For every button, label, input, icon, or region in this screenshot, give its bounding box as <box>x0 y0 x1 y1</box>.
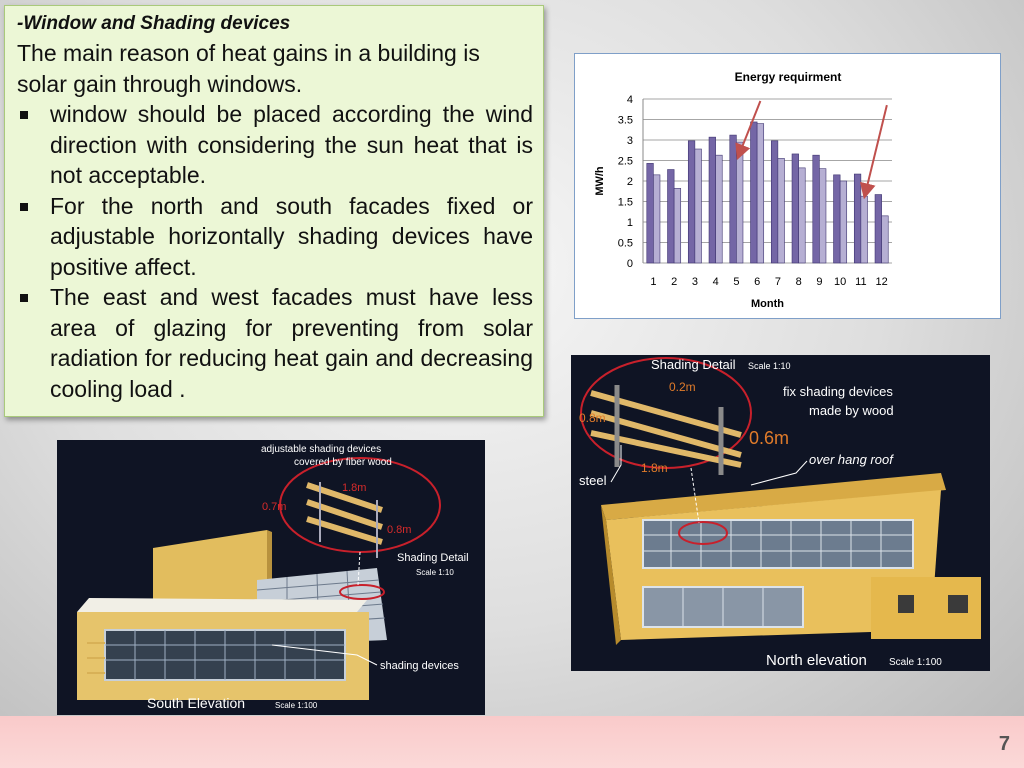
south-elevation-image <box>57 440 485 715</box>
bullet-item: window should be placed according the wind direction with considering the sun heat that is not acceptable. <box>17 99 533 191</box>
x-tick-label: 12 <box>875 276 888 288</box>
y-tick-label: 0.5 <box>617 237 633 250</box>
svg-text:North elevation: North elevation <box>766 652 867 669</box>
svg-text:over hang roof: over hang roof <box>809 452 893 467</box>
bar <box>688 141 695 263</box>
bullet-item: For the north and south facades fixed or adjustable horizontally shading devices have positive affect. <box>17 191 533 283</box>
svg-text:shading devices: shading devices <box>380 660 459 672</box>
bar <box>668 170 675 263</box>
svg-text:Scale 1:10: Scale 1:10 <box>748 361 791 371</box>
slide-heading: -Window and Shading devices <box>17 13 291 34</box>
bar <box>736 142 743 263</box>
svg-text:Scale 1:10: Scale 1:10 <box>416 568 454 577</box>
square-bullet-icon <box>20 294 28 302</box>
north-elevation-image <box>571 355 990 671</box>
svg-text:0.8m: 0.8m <box>387 524 412 536</box>
page-number: 7 <box>998 733 1010 755</box>
y-tick-label: 3 <box>626 135 633 147</box>
bullet-list <box>17 99 533 404</box>
svg-text:steel: steel <box>579 473 607 488</box>
y-tick-label: 1.5 <box>617 196 633 209</box>
svg-text:South Elevation: South Elevation <box>147 695 246 711</box>
south-elevation-drawing <box>57 440 485 715</box>
bar <box>778 158 785 263</box>
square-bullet-icon <box>20 111 28 119</box>
y-tick-label: 1 <box>626 217 633 229</box>
bar <box>792 154 799 263</box>
bar <box>882 216 889 263</box>
chart-title: Energy requirment <box>734 70 842 84</box>
bar <box>751 122 758 263</box>
x-tick-label: 2 <box>671 276 678 288</box>
chart-svg <box>575 54 1000 318</box>
bar <box>695 149 702 263</box>
energy-chart <box>574 53 1001 319</box>
bar <box>799 168 806 263</box>
y-tick-label: 2.5 <box>617 155 633 168</box>
bar <box>709 137 716 263</box>
bar <box>813 155 820 263</box>
svg-text:Shading Detail: Shading Detail <box>651 357 736 372</box>
svg-text:1.8m: 1.8m <box>641 461 668 475</box>
x-tick-label: 5 <box>733 276 740 288</box>
bar <box>854 174 861 263</box>
bar <box>653 175 660 263</box>
bar <box>840 181 847 263</box>
svg-text:covered by fiber wood: covered by fiber wood <box>294 457 392 468</box>
text-panel <box>4 5 544 417</box>
bar <box>716 155 723 263</box>
bullet-item: The east and west facades must have less area of glazing for preventing from solar radiation for reducing heat gain and decreasing cooling load . <box>17 282 533 404</box>
svg-text:0.8m: 0.8m <box>579 411 606 425</box>
x-tick-label: 3 <box>691 276 698 288</box>
x-tick-label: 11 <box>855 276 867 288</box>
svg-text:1.8m: 1.8m <box>342 482 367 494</box>
x-tick-label: 10 <box>834 276 847 288</box>
square-bullet-icon <box>20 203 28 211</box>
svg-text:Scale 1:100: Scale 1:100 <box>275 701 318 710</box>
annotation-arrow <box>865 105 887 195</box>
svg-text:0.7m: 0.7m <box>262 501 287 513</box>
svg-text:0.2m: 0.2m <box>669 380 696 394</box>
y-tick-label: 3.5 <box>617 114 633 127</box>
y-axis-label: MW/h <box>594 166 606 196</box>
x-tick-label: 7 <box>774 276 781 288</box>
bar <box>647 163 654 263</box>
bar <box>674 188 681 263</box>
x-tick-label: 8 <box>795 276 802 288</box>
x-tick-label: 6 <box>754 276 761 288</box>
y-tick-label: 0 <box>626 258 633 270</box>
x-tick-label: 9 <box>816 276 823 288</box>
x-tick-label: 4 <box>712 276 719 288</box>
x-axis-label: Month <box>751 298 784 310</box>
bar <box>834 175 841 263</box>
bar <box>819 169 826 263</box>
svg-text:0.6m: 0.6m <box>749 428 790 448</box>
y-tick-label: 2 <box>626 176 633 188</box>
y-tick-label: 4 <box>626 94 633 106</box>
svg-text:fix shading devices: fix shading devices <box>783 384 893 399</box>
svg-text:made by wood: made by wood <box>809 403 894 418</box>
bar <box>861 196 868 263</box>
bar <box>730 135 737 263</box>
svg-text:Scale 1:100: Scale 1:100 <box>889 657 942 668</box>
north-elevation-drawing <box>571 355 990 671</box>
svg-text:Shading Detail: Shading Detail <box>397 552 469 564</box>
bar <box>757 124 764 263</box>
bar <box>771 141 778 263</box>
footer-band <box>0 716 1024 768</box>
x-tick-label: 1 <box>650 276 657 288</box>
intro-text: The main reason of heat gains in a building is solar gain through windows. <box>17 40 480 97</box>
svg-text:adjustable shading devices: adjustable shading devices <box>261 444 382 455</box>
bar <box>875 195 882 263</box>
